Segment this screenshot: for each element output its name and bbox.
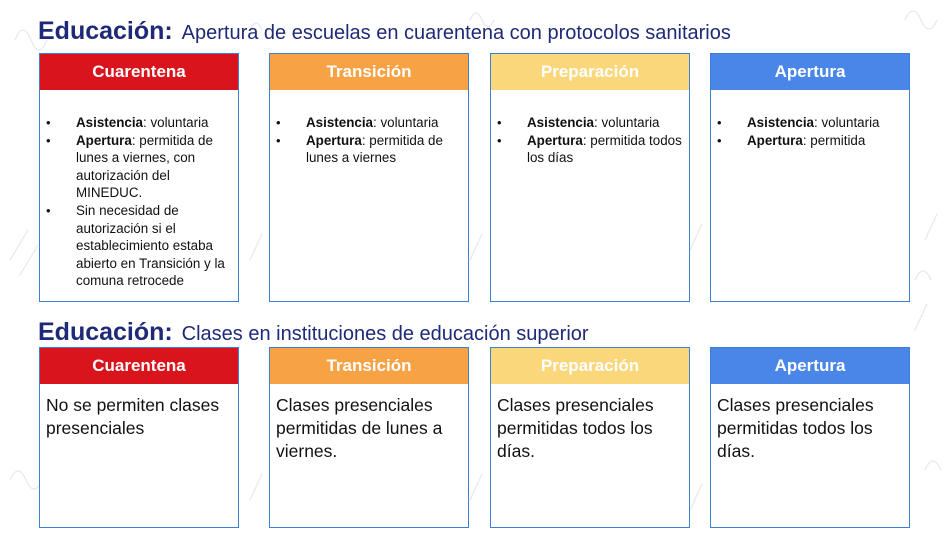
item-text: : voluntaria bbox=[814, 115, 880, 130]
section-title-escuelas bbox=[38, 10, 731, 47]
card-body-text: Clases presenciales permitidas todos los días. bbox=[497, 395, 654, 461]
section-title-educacion-superior bbox=[38, 311, 589, 348]
card-header-preparacion: Preparación bbox=[491, 54, 689, 90]
card-superior-preparacion bbox=[490, 347, 690, 528]
card-body-text: Clases presenciales permitidas todos los días. bbox=[717, 395, 874, 461]
section-title-strong: Educación: bbox=[38, 318, 173, 346]
item-text: : permitida todos los días bbox=[527, 132, 682, 166]
list-item bbox=[717, 114, 903, 132]
item-term: Apertura bbox=[76, 132, 132, 148]
list-item bbox=[497, 132, 683, 167]
list-item bbox=[46, 202, 232, 290]
card-body-text: Clases presenciales permitidas de lunes a viernes. bbox=[276, 395, 443, 461]
item-term: Asistencia bbox=[527, 115, 594, 130]
card-superior-transicion bbox=[269, 347, 469, 528]
list-item bbox=[276, 114, 462, 132]
card-header-cuarentena: Cuarentena bbox=[40, 54, 238, 90]
card-body-text: No se permiten clases presenciales bbox=[46, 395, 220, 438]
section-title-rest: Apertura de escuelas en cuarentena con protocolos sanitarios bbox=[181, 22, 731, 44]
card-superior-cuarentena bbox=[39, 347, 239, 528]
card-header-preparacion: Preparación bbox=[491, 348, 689, 384]
card-header-apertura: Apertura bbox=[711, 54, 909, 90]
section-title-rest: Clases en instituciones de educación superior bbox=[181, 323, 589, 345]
item-term: Asistencia bbox=[76, 115, 143, 130]
card-header-cuarentena: Cuarentena bbox=[40, 348, 238, 384]
section-title-strong: Educación: bbox=[38, 17, 173, 45]
card-bullet-list bbox=[270, 90, 468, 167]
item-term: Apertura bbox=[306, 132, 362, 148]
list-item bbox=[46, 114, 232, 132]
card-bullet-list bbox=[40, 90, 238, 290]
item-text: : voluntaria bbox=[373, 115, 439, 130]
item-term: Apertura bbox=[527, 132, 583, 148]
card-header-transicion: Transición bbox=[270, 54, 468, 90]
card-escuelas-preparacion bbox=[490, 53, 690, 302]
item-term: Asistencia bbox=[747, 115, 814, 130]
card-header-apertura: Apertura bbox=[711, 348, 909, 384]
card-escuelas-transicion bbox=[269, 53, 469, 302]
card-superior-apertura bbox=[710, 347, 910, 528]
list-item bbox=[717, 132, 903, 150]
card-bullet-list bbox=[711, 90, 909, 149]
card-header-transicion: Transición bbox=[270, 348, 468, 384]
item-text: : voluntaria bbox=[143, 115, 209, 130]
item-text: : voluntaria bbox=[594, 115, 660, 130]
item-text: : permitida bbox=[802, 132, 866, 148]
list-item bbox=[46, 132, 232, 202]
item-text: : permitida de lunes a viernes, con autorización del MINEDUC. bbox=[76, 132, 213, 201]
card-escuelas-cuarentena bbox=[39, 53, 239, 302]
item-text: : permitida de lunes a viernes bbox=[306, 132, 443, 166]
list-item bbox=[276, 132, 462, 167]
card-bullet-list bbox=[491, 90, 689, 167]
card-escuelas-apertura bbox=[710, 53, 910, 302]
item-term: Asistencia bbox=[306, 115, 373, 130]
item-text: Sin necesidad de autorización si el establecimiento estaba abierto en Transición y la comuna retrocede bbox=[76, 202, 225, 289]
item-term: Apertura bbox=[747, 132, 803, 148]
list-item bbox=[497, 114, 683, 132]
